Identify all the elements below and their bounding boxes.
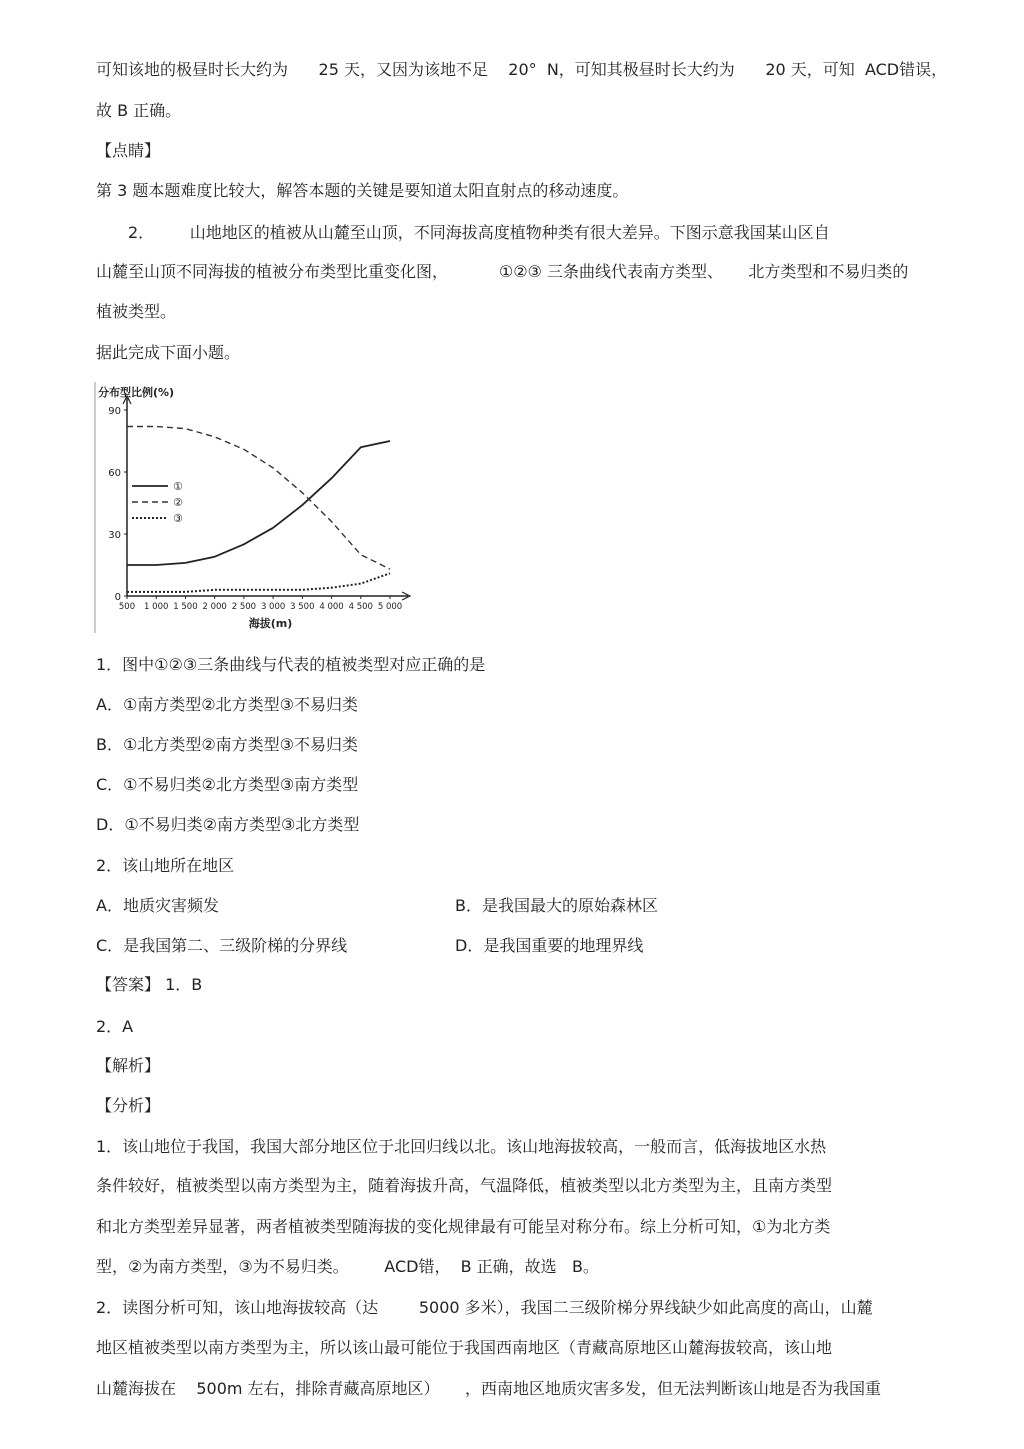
y-tick-label: 90 bbox=[108, 406, 121, 417]
question-intro: 据此完成下面小题。 bbox=[96, 343, 241, 362]
series-line-3 bbox=[127, 573, 390, 592]
option-d: D．是我国重要的地理界线 bbox=[455, 936, 644, 955]
series-line-2 bbox=[127, 427, 390, 570]
y-axis-label: 分布型比例(%) bbox=[98, 386, 175, 399]
x-tick-label: 2 000 bbox=[202, 602, 227, 612]
option-a: A．地质灾害频发 bbox=[96, 896, 219, 915]
chart-svg bbox=[94, 380, 424, 635]
option-b: B．是我国最大的原始森林区 bbox=[455, 896, 658, 915]
section-heading: 【点睛】 bbox=[96, 141, 161, 160]
option-d: D．①不易归类②南方类型③北方类型 bbox=[96, 815, 360, 834]
question-intro: 2． 山地地区的植被从山麓至山顶，不同海拔高度植物种类有很大差异。下图示意我国某山区自 bbox=[128, 223, 830, 242]
text-line: 可知该地的极昼时长大约为 25 天，又因为该地不足 20° N，可知其极昼时长大约为 20 天，可知 ACD错误， bbox=[96, 60, 948, 79]
option-b: B．①北方类型②南方类型③不易归类 bbox=[96, 735, 359, 754]
analysis-text: 地区植被类型以南方类型为主，所以该山最可能位于我国西南地区（青藏高原地区山麓海拔较高，该山地 bbox=[96, 1338, 833, 1357]
option-a: A．①南方类型②北方类型③不易归类 bbox=[96, 695, 358, 714]
text-line: 故 B 正确。 bbox=[96, 101, 182, 120]
x-tick-label: 4 500 bbox=[348, 602, 373, 612]
x-tick-label: 3 000 bbox=[260, 602, 286, 612]
legend-label-3: ③ bbox=[173, 512, 183, 525]
x-tick-label: 5 000 bbox=[377, 602, 403, 612]
answer-line: 【答案】 1．B bbox=[96, 975, 203, 994]
legend-label-1: ① bbox=[173, 480, 183, 493]
series-line-1 bbox=[127, 441, 390, 565]
question-intro: 山麓至山顶不同海拔的植被分布类型比重变化图， ①②③ 三条曲线代表南方类型、 北方类型和不易归类的 bbox=[96, 262, 909, 281]
analysis-text: 山麓海拔在 500m 左右，排除青藏高原地区） ，西南地区地质灾害多发，但无法判断该山地是否为我国重 bbox=[96, 1379, 881, 1398]
x-tick-label: 3 500 bbox=[290, 602, 315, 612]
analysis-text: 条件较好，植被类型以南方类型为主，随着海拔升高，气温降低，植被类型以北方类型为主，且南方类型 bbox=[96, 1176, 833, 1195]
text-line: 第 3 题本题难度比较大，解答本题的关键是要知道太阳直射点的移动速度。 bbox=[96, 181, 629, 200]
x-axis-label: 海拔(m) bbox=[248, 617, 293, 630]
analysis-text: 1．该山地位于我国，我国大部分地区位于北回归线以北。该山地海拔较高，一般而言，低海拔地区水热 bbox=[96, 1137, 827, 1156]
y-tick-label: 30 bbox=[108, 530, 121, 541]
analysis-text: 和北方类型差异显著，两者植被类型随海拔的变化规律最有可能呈对称分布。综上分析可知，①为北方类 bbox=[96, 1217, 831, 1236]
vegetation-chart bbox=[94, 380, 424, 635]
answer-line: 2．A bbox=[96, 1017, 134, 1036]
question-stem: 2．该山地所在地区 bbox=[96, 856, 235, 875]
x-tick-label: 4 000 bbox=[319, 602, 344, 612]
section-heading: 【解析】 bbox=[96, 1056, 161, 1075]
x-tick-label: 1 000 bbox=[144, 602, 169, 612]
option-c: C．是我国第二、三级阶梯的分界线 bbox=[96, 936, 348, 955]
y-tick-label: 60 bbox=[108, 468, 121, 479]
question-intro: 植被类型。 bbox=[96, 302, 177, 321]
question-stem: 1．图中①②③三条曲线与代表的植被类型对应正确的是 bbox=[96, 655, 486, 674]
analysis-text: 2．读图分析可知，该山地海拔较高（达 5000 多米），我国二三级阶梯分界线缺少如此高度的高山，山麓 bbox=[96, 1298, 873, 1317]
x-tick-label: 500 bbox=[118, 602, 136, 612]
option-c: C．①不易归类②北方类型③南方类型 bbox=[96, 775, 359, 794]
x-tick-label: 1 500 bbox=[173, 602, 198, 612]
y-tick-label: 0 bbox=[114, 592, 121, 603]
legend-label-2: ② bbox=[173, 496, 183, 509]
section-heading: 【分析】 bbox=[96, 1096, 161, 1115]
analysis-text: 型，②为南方类型，③为不易归类。 ACD错， B 正确，故选 B。 bbox=[96, 1257, 599, 1276]
x-tick-label: 2 500 bbox=[231, 602, 257, 612]
